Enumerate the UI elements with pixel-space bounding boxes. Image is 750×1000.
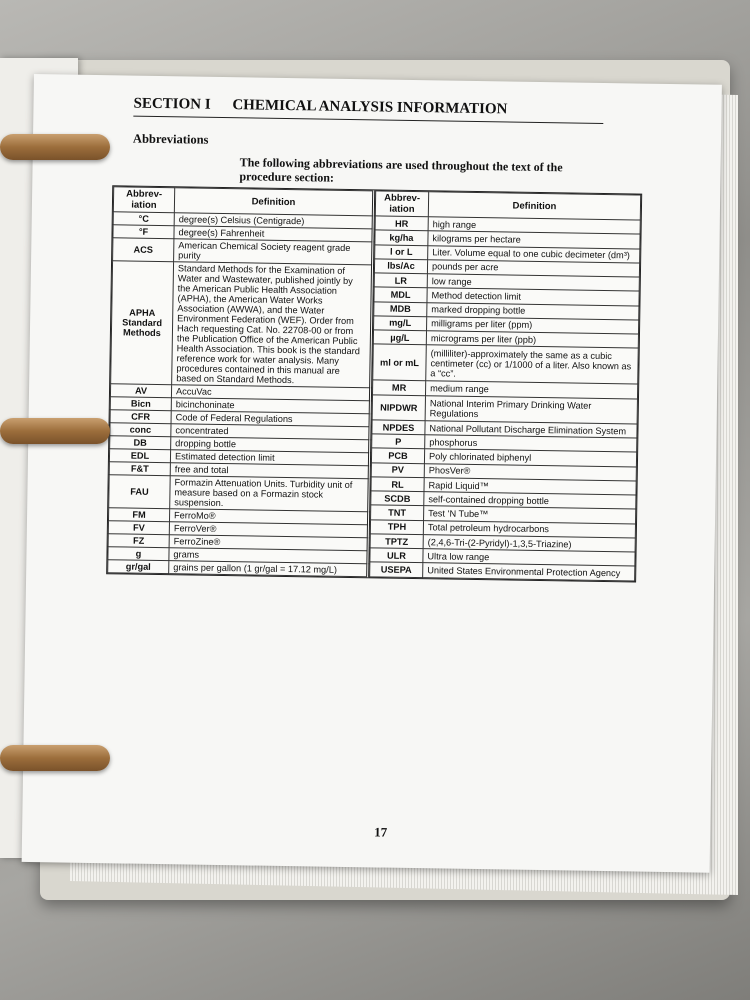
abbreviation-cell: kg/ha — [375, 230, 428, 245]
right-table-body — [370, 216, 641, 581]
definition-cell: Total petroleum hydrocarbons — [423, 520, 635, 538]
abbreviation-cell: lbs/Ac — [374, 259, 427, 274]
definition-cell: self-contained dropping bottle — [424, 492, 636, 510]
definition-cell: bicinchoninate — [171, 398, 370, 414]
definition-cell: milligrams per liter (ppm) — [427, 316, 639, 334]
abbreviation-cell: FM — [108, 508, 169, 522]
table-row — [111, 261, 373, 388]
table-row — [108, 560, 368, 577]
definition-cell: grams — [169, 548, 368, 564]
abbreviation-cell: FV — [108, 521, 169, 535]
definition-cell: FerroMo® — [169, 509, 368, 525]
abbreviation-cell: USEPA — [370, 562, 423, 577]
intro-text: The following abbreviations are used throughout the text of the procedure section: — [239, 155, 563, 185]
def-header: Definition — [174, 188, 373, 216]
definition-cell: concentrated — [171, 424, 370, 440]
abbreviation-table-left — [107, 186, 375, 577]
abbreviation-cell: conc — [110, 423, 171, 437]
definition-cell: Estimated detection limit — [170, 450, 369, 466]
definition-cell: medium range — [426, 381, 638, 399]
abbreviation-table-right — [369, 190, 641, 581]
definition-cell: Formazin Attenuation Units. Turbidity unit of measure based on a Formazin stock suspension. — [170, 476, 369, 512]
section-heading — [133, 96, 603, 124]
definition-cell: high range — [428, 217, 640, 235]
abbr-header: Abbrev-iation — [375, 191, 428, 217]
definition-cell: Method detection limit — [427, 288, 639, 306]
abbreviation-tables — [106, 185, 642, 582]
abbreviation-cell: FAU — [109, 475, 171, 509]
abbreviation-cell: NPDES — [372, 420, 425, 435]
abbreviation-cell: LR — [374, 273, 427, 288]
definition-cell: Poly chlorinated biphenyl — [424, 449, 636, 467]
abbreviation-cell: TPH — [370, 520, 423, 535]
def-header: Definition — [428, 192, 640, 220]
definition-cell: Code of Federal Regulations — [171, 411, 370, 427]
manual-page — [22, 74, 722, 873]
binder-ring-top — [0, 134, 110, 160]
binder-ring-bottom — [0, 745, 110, 771]
abbreviation-cell: ULR — [370, 548, 423, 563]
abbreviation-cell: gr/gal — [108, 560, 169, 574]
abbreviation-cell: °C — [113, 212, 174, 226]
definition-cell: grains per gallon (1 gr/gal = 17.12 mg/L) — [169, 561, 368, 577]
definition-cell: pounds per acre — [427, 259, 639, 277]
definition-cell: free and total — [170, 463, 369, 479]
definition-cell: degree(s) Fahrenheit — [174, 226, 373, 242]
abbreviation-cell: ACS — [113, 238, 174, 262]
definition-cell: Standard Methods for the Examination of Water and Wastewater, published jointly by the American Public Health Association (APHA), the American Water Works Association (AWWA), and the Water Environment Federation (WEF). Order from Hach requesting Cat. No. 22708-00 or from the Publication Office of the American Public Health Association. This book is the standard reference work for water analysis. Many procedures contained in this manual are based on Standard Methods. — [172, 262, 373, 388]
definition-cell: micrograms per liter (ppb) — [426, 331, 638, 349]
abbreviation-cell: NIPDWR — [372, 395, 425, 421]
definition-cell: FerroVer® — [169, 522, 368, 538]
definition-cell: United States Environmental Protection Agency — [423, 563, 635, 581]
abbreviation-cell: CFR — [110, 410, 171, 424]
definition-cell: American Chemical Society reagent grade purity — [174, 239, 373, 265]
definition-cell: dropping bottle — [171, 437, 370, 453]
definition-cell: marked dropping bottle — [427, 302, 639, 320]
abbreviation-cell: Bicn — [110, 397, 171, 411]
abbreviation-cell: g — [108, 547, 169, 561]
abbreviation-cell: MDB — [374, 301, 427, 316]
abbreviation-cell: µg/L — [373, 330, 426, 345]
definition-cell: low range — [427, 274, 639, 292]
definition-cell: Ultra low range — [423, 549, 635, 567]
abbreviation-cell: MR — [373, 380, 426, 395]
definition-cell: degree(s) Celsius (Centigrade) — [174, 213, 373, 229]
definition-cell: (2,4,6-Tri-(2-Pyridyl)-1,3,5-Triazine) — [423, 535, 635, 553]
abbreviation-cell: DB — [110, 436, 171, 450]
definition-cell: National Interim Primary Drinking Water Regulations — [425, 395, 637, 424]
section-title: CHEMICAL ANALYSIS INFORMATION — [232, 97, 508, 118]
abbreviation-cell: PCB — [371, 448, 424, 463]
binder-ring-middle — [0, 418, 110, 444]
abbreviation-cell: F&T — [109, 462, 170, 476]
abbreviation-cell: RL — [371, 477, 424, 492]
abbreviation-cell: HR — [375, 216, 428, 231]
definition-cell: FerroZine® — [169, 535, 368, 551]
definition-cell: AccuVac — [171, 385, 370, 401]
abbreviation-cell: PV — [371, 463, 424, 478]
abbreviation-cell: MDL — [374, 287, 427, 302]
page-number: 17 — [374, 824, 388, 840]
abbreviation-cell: mg/L — [374, 316, 427, 331]
definition-cell: phosphorus — [425, 435, 637, 453]
abbreviation-cell: TPTZ — [370, 534, 423, 549]
definition-cell: Rapid Liquid™ — [424, 478, 636, 496]
abbreviation-cell: P — [372, 434, 425, 449]
definition-cell: Test ‘N Tube™ — [424, 506, 636, 524]
abbreviation-cell: AV — [110, 384, 171, 398]
definition-cell: Liter. Volume equal to one cubic decimeter (dm³) — [428, 245, 640, 263]
abbreviation-cell: l or L — [375, 244, 428, 259]
abbreviation-cell: FZ — [108, 534, 169, 548]
abbreviation-cell: SCDB — [371, 491, 424, 506]
abbreviation-cell: °F — [113, 225, 174, 239]
abbreviation-cell: TNT — [371, 505, 424, 520]
definition-cell: PhosVer® — [424, 463, 636, 481]
abbreviation-cell: APHA Standard Methods — [111, 261, 174, 385]
abbreviation-cell: EDL — [109, 449, 170, 463]
definition-cell: kilograms per hectare — [428, 231, 640, 249]
abbreviation-cell: ml or mL — [373, 344, 427, 381]
section-number: SECTION I — [133, 95, 211, 113]
table-row — [109, 475, 369, 512]
definition-cell: National Pollutant Discharge Elimination System — [425, 421, 637, 439]
definition-cell: (milliliter)-approximately the same as a cubic centimeter (cc) or 1/1000 of a liter. Also known as a “cc”. — [426, 345, 639, 385]
table-row — [370, 562, 635, 581]
table-row — [373, 344, 639, 384]
abbr-header: Abbrev-iation — [113, 187, 174, 213]
abbreviations-title: Abbreviations — [132, 131, 209, 147]
left-table-body — [108, 212, 374, 577]
